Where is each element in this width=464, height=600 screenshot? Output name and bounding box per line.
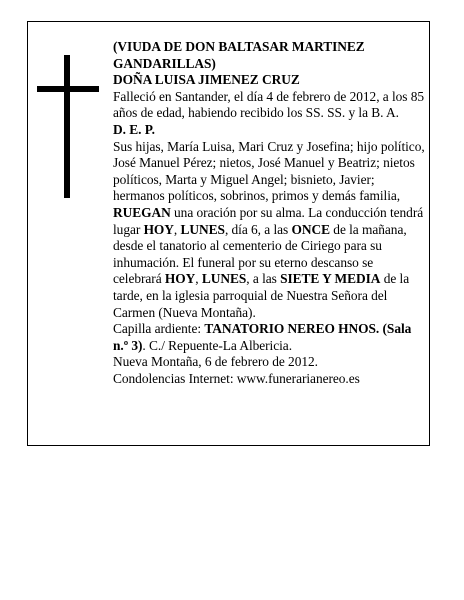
ceremony-paragraph: RUEGAN una oración por su alma. La conducción tendrá lugar HOY, LUNES, día 6, a las ONCE de la mañana, desde el tanatorio al cementerio de Ciriego para su inhumación. El funeral por su eterno descanso se celebrará HOY, LUNES, a las SIETE Y MEDIA de la tarde, en la iglesia parroquial de Nuestra Señora del Carmen (Nueva Montaña). (113, 204, 424, 320)
deceased-name: DOÑA LUISA JIMENEZ CRUZ (113, 72, 300, 88)
chapel-line: Capilla ardiente: TANATORIO NEREO HNOS. (Sala n.º 3). C./ Repuente-La Albericia. (113, 321, 412, 353)
ruegan-word: RUEGAN (113, 204, 171, 220)
widow-of-line: (VIUDA DE DON BALTASAR MARTINEZ GANDARILLAS) (113, 39, 365, 71)
condolences-line: Condolencias Internet: www.funerarianereo.es (113, 370, 360, 386)
lunes-word: LUNES (180, 221, 225, 237)
place-date: Nueva Montaña, 6 de febrero de 2012. (113, 354, 318, 370)
death-details: Falleció en Santander, el día 4 de febrero de 2012, a los 85 años de edad, habiendo recibido los SS. SS. y la B. A. (113, 88, 425, 121)
hoy-word: HOY (143, 221, 174, 237)
family-paragraph: Sus hijas, María Luisa, Mari Cruz y Josefina; hijo político, José Manuel Pérez; nietos, José Manuel y Beatriz; nietos políticos, Marta y Miguel Angel; bisnieto, Javier; hermanos políticos, sobrinos, primos y demás familia, (113, 138, 425, 204)
once-word: ONCE (291, 221, 330, 237)
hoy-word-2: HOY (164, 271, 196, 287)
siete-y-media-words: SIETE Y MEDIA (280, 271, 381, 287)
rip-line: D. E. P. (113, 121, 155, 137)
notice-text (113, 39, 425, 387)
chapel-name: TANATORIO NEREO HNOS. (Sala n.º 3) (113, 321, 412, 353)
cross-vertical-bar (64, 55, 70, 198)
lunes-word-2: LUNES (201, 271, 247, 287)
cross-horizontal-bar (37, 86, 99, 92)
cross-icon (37, 55, 99, 198)
